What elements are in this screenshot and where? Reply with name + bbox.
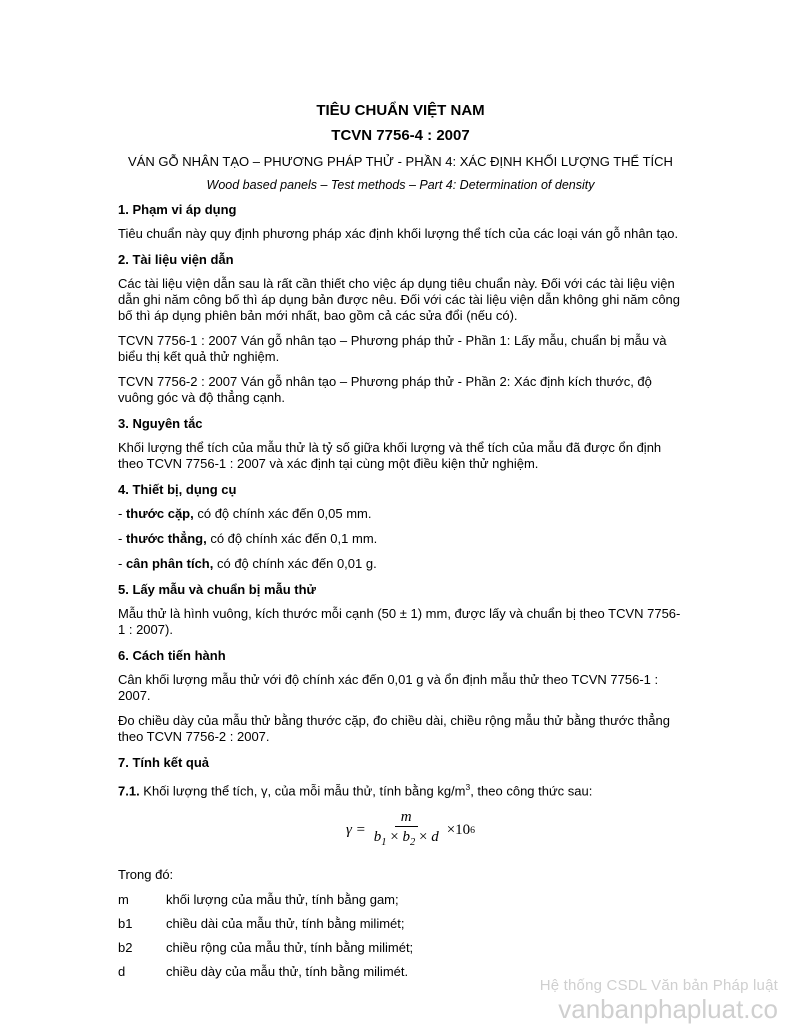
symbol-definitions: [118, 892, 683, 980]
formula-d: d: [431, 829, 439, 846]
definition-text: chiều dày của mẫu thử, tính bằng milimét.: [166, 964, 409, 980]
definition-text: khối lượng của mẫu thử, tính bằng gam;: [166, 892, 399, 908]
principle-paragraph: Khối lượng thể tích của mẫu thử là tỷ số giữa khối lượng và thể tích của mẫu đã được ổn định theo TCVN 7756-1 : 2007 và xác định tại cùng một điều kiện thử nghiệm.: [118, 440, 662, 471]
density-formula: [118, 808, 683, 853]
list-dash: -: [118, 531, 126, 546]
section-heading-apparatus: 4. Thiết bị, dụng cụ: [118, 482, 237, 497]
document-title: TIÊU CHUẨN VIỆT NAM: [316, 102, 485, 119]
formula-multiplier: ×10: [446, 822, 471, 839]
reference-item: TCVN 7756-2 : 2007 Ván gỗ nhân tạo – Phương pháp thử - Phần 2: Xác định kích thước, độ vuông góc và độ thẳng cạnh.: [118, 374, 652, 405]
apparatus-name: cân phân tích,: [125, 556, 214, 571]
list-dash: -: [118, 506, 126, 521]
formula-denominator: [370, 827, 443, 853]
results-text: Khối lượng thể tích, γ, của mỗi mẫu thử, tính bằng kg/m: [139, 783, 466, 799]
apparatus-spec: có độ chính xác đến 0,05 mm.: [193, 506, 372, 521]
apparatus-name: thước thẳng,: [125, 531, 207, 546]
formula-exponent: 6: [470, 825, 476, 837]
section-heading-references: 2. Tài liệu viện dẫn: [118, 252, 234, 267]
apparatus-item: [118, 556, 683, 572]
section-heading-principle: 3. Nguyên tắc: [118, 416, 203, 431]
document-subtitle: VÁN GỖ NHÂN TẠO – PHƯƠNG PHÁP THỬ - PHẦN 4: XÁC ĐỊNH KHỐI LƯỢNG THỂ TÍCH: [128, 154, 673, 169]
list-dash: -: [118, 556, 126, 571]
site-watermark: [540, 977, 778, 1025]
results-text-end: , theo công thức sau:: [470, 783, 593, 799]
scope-paragraph: Tiêu chuẩn này quy định phương pháp xác định khối lượng thể tích của các loại ván gỗ nhân tạo.: [118, 226, 679, 241]
apparatus-name: thước cặp,: [125, 506, 194, 521]
unit-exponent: 3: [465, 782, 471, 792]
section-heading-procedure: 6. Cách tiến hành: [118, 648, 226, 663]
formula-sub1: 1: [381, 837, 387, 849]
definition-symbol: b1: [118, 916, 133, 932]
sampling-paragraph: Mẫu thử là hình vuông, kích thước mỗi cạnh (50 ± 1) mm, được lấy và chuẩn bị theo TCVN 7756-1 : 2007).: [118, 606, 681, 637]
definition-row: [118, 892, 683, 908]
definition-symbol: b2: [118, 940, 133, 956]
where-label: Trong đó:: [118, 867, 174, 883]
formula-numerator: m: [395, 808, 418, 827]
results-paragraph: [118, 779, 683, 799]
formula-sub2: 2: [409, 837, 416, 849]
definition-symbol: m: [118, 892, 129, 908]
definition-row: [118, 940, 683, 956]
section-heading-results: 7. Tính kết quả: [118, 755, 210, 770]
definition-row: [118, 916, 683, 932]
definition-text: chiều rộng của mẫu thử, tính bằng milimét;: [166, 940, 414, 956]
apparatus-item: [118, 531, 683, 547]
formula-b2: b: [402, 829, 410, 846]
section-heading-scope: 1. Phạm vi áp dụng: [118, 202, 237, 217]
formula-times: ×: [386, 829, 403, 846]
watermark-line1: Hệ thống CSDL Văn bản Pháp luật: [539, 977, 778, 994]
definition-text: chiều dài của mẫu thử, tính bằng milimét;: [166, 916, 405, 932]
procedure-paragraph: Cân khối lượng mẫu thử với độ chính xác đến 0,01 g và ổn định mẫu thử theo TCVN 7756-1 : 2007.: [118, 672, 659, 703]
apparatus-item: [118, 506, 683, 522]
formula-b1: b: [373, 829, 382, 846]
standard-number: TCVN 7756-4 : 2007: [331, 127, 470, 144]
clause-number: 7.1.: [118, 783, 140, 799]
references-intro: Các tài liệu viện dẫn sau là rất cần thiết cho việc áp dụng tiêu chuẩn này. Đối với các tài liệu viện dẫn ghi năm công bố thì áp dụng bản được nêu. Đối với các tài liệu viện dẫn không ghi năm công bố thì áp dụng phiên bản mới nhất, bao gồm cả các sửa đổi (nếu có).: [118, 276, 681, 323]
section-heading-sampling: 5. Lấy mẫu và chuẩn bị mẫu thử: [118, 582, 316, 597]
formula-lhs: γ =: [345, 822, 366, 839]
english-subtitle: Wood based panels – Test methods – Part 4: Determination of density: [206, 178, 595, 192]
apparatus-spec: có độ chính xác đến 0,01 g.: [213, 556, 377, 571]
watermark-line2: vanbanphapluat.co: [558, 994, 778, 1024]
document-page: [118, 100, 683, 988]
formula-times: ×: [415, 829, 432, 846]
reference-item: TCVN 7756-1 : 2007 Ván gỗ nhân tạo – Phương pháp thử - Phần 1: Lấy mẫu, chuẩn bị mẫu và biểu thị kết quả thử nghiệm.: [118, 333, 667, 364]
procedure-paragraph: Đo chiều dày của mẫu thử bằng thước cặp, đo chiều dài, chiều rộng mẫu thử bằng thước thẳng theo TCVN 7756-2 : 2007.: [118, 713, 670, 744]
formula-fraction: [370, 808, 443, 853]
definition-symbol: d: [118, 964, 126, 980]
apparatus-spec: có độ chính xác đến 0,1 mm.: [206, 531, 378, 546]
